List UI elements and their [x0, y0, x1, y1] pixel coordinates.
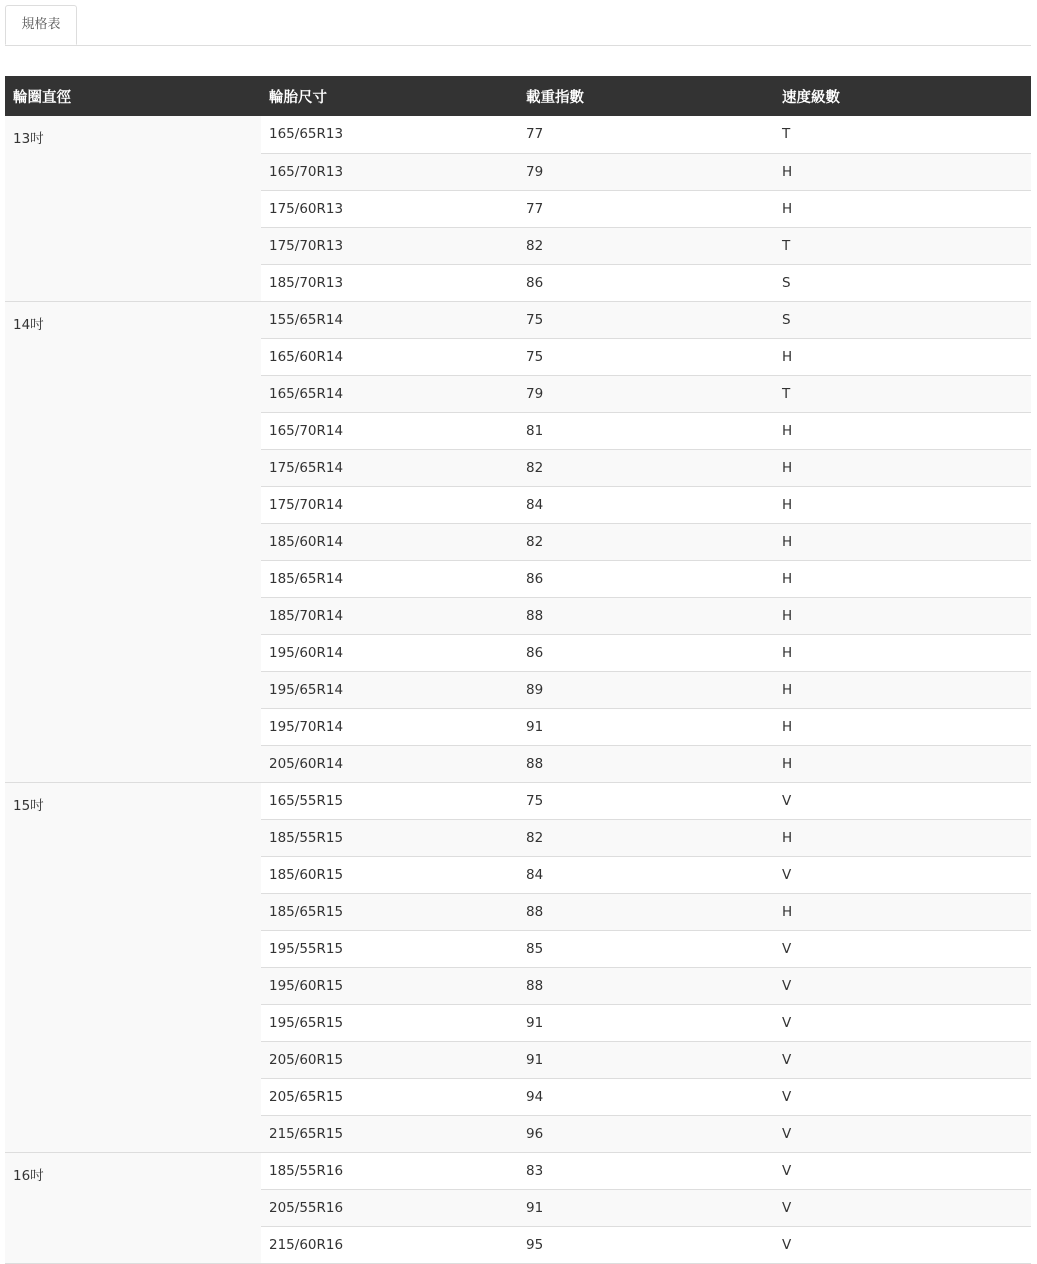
- speed-rating-cell: T: [774, 116, 1031, 153]
- speed-rating-cell: H: [774, 190, 1031, 227]
- tire-size-cell: 175/65R14: [261, 449, 518, 486]
- spec-table: [5, 76, 1031, 1264]
- tire-size-cell: 185/70R13: [261, 264, 518, 301]
- load-index-cell: 79: [518, 375, 774, 412]
- load-index-cell: 84: [518, 486, 774, 523]
- speed-rating-cell: V: [774, 856, 1031, 893]
- header-load-index: 載重指數: [518, 76, 774, 116]
- load-index-cell: 91: [518, 1189, 774, 1226]
- speed-rating-cell: V: [774, 967, 1031, 1004]
- tire-size-cell: 215/65R15: [261, 1115, 518, 1152]
- header-rim-diameter: 輪圈直徑: [5, 76, 261, 116]
- load-index-cell: 96: [518, 1115, 774, 1152]
- tire-size-cell: 185/70R14: [261, 597, 518, 634]
- load-index-cell: 88: [518, 597, 774, 634]
- speed-rating-cell: H: [774, 153, 1031, 190]
- tire-size-cell: 205/55R16: [261, 1189, 518, 1226]
- load-index-cell: 83: [518, 1152, 774, 1189]
- speed-rating-cell: H: [774, 671, 1031, 708]
- tire-size-cell: 175/70R14: [261, 486, 518, 523]
- speed-rating-cell: V: [774, 1041, 1031, 1078]
- tire-size-cell: 185/60R14: [261, 523, 518, 560]
- load-index-cell: 79: [518, 153, 774, 190]
- speed-rating-cell: H: [774, 449, 1031, 486]
- load-index-cell: 91: [518, 708, 774, 745]
- load-index-cell: 86: [518, 264, 774, 301]
- load-index-cell: 82: [518, 227, 774, 264]
- speed-rating-cell: V: [774, 1078, 1031, 1115]
- load-index-cell: 75: [518, 782, 774, 819]
- tire-size-cell: 215/60R16: [261, 1226, 518, 1263]
- rim-diameter-cell: 15吋: [5, 782, 261, 1152]
- table-row: [5, 1152, 1031, 1189]
- table-body: [5, 116, 1031, 1263]
- load-index-cell: 94: [518, 1078, 774, 1115]
- table-row: [5, 301, 1031, 338]
- tire-size-cell: 205/60R14: [261, 745, 518, 782]
- speed-rating-cell: H: [774, 338, 1031, 375]
- tire-size-cell: 185/55R16: [261, 1152, 518, 1189]
- speed-rating-cell: H: [774, 819, 1031, 856]
- load-index-cell: 91: [518, 1041, 774, 1078]
- header-speed-rating: 速度級數: [774, 76, 1031, 116]
- speed-rating-cell: H: [774, 412, 1031, 449]
- tire-size-cell: 195/60R14: [261, 634, 518, 671]
- table-header: [5, 76, 1031, 116]
- tab-bar: [5, 0, 1031, 46]
- tire-size-cell: 195/65R15: [261, 1004, 518, 1041]
- speed-rating-cell: V: [774, 1226, 1031, 1263]
- header-row: [5, 76, 1031, 116]
- tire-size-cell: 165/70R13: [261, 153, 518, 190]
- tire-size-cell: 155/65R14: [261, 301, 518, 338]
- tab-spec-table[interactable]: 規格表: [5, 5, 77, 45]
- speed-rating-cell: H: [774, 634, 1031, 671]
- speed-rating-cell: S: [774, 301, 1031, 338]
- speed-rating-cell: H: [774, 597, 1031, 634]
- load-index-cell: 75: [518, 338, 774, 375]
- load-index-cell: 89: [518, 671, 774, 708]
- tire-size-cell: 195/65R14: [261, 671, 518, 708]
- speed-rating-cell: H: [774, 560, 1031, 597]
- load-index-cell: 88: [518, 745, 774, 782]
- header-tire-size: 輪胎尺寸: [261, 76, 518, 116]
- tire-size-cell: 165/55R15: [261, 782, 518, 819]
- load-index-cell: 91: [518, 1004, 774, 1041]
- rim-diameter-cell: 16吋: [5, 1152, 261, 1263]
- rim-diameter-cell: 13吋: [5, 116, 261, 301]
- rim-diameter-cell: 14吋: [5, 301, 261, 782]
- load-index-cell: 86: [518, 634, 774, 671]
- speed-rating-cell: V: [774, 782, 1031, 819]
- tire-size-cell: 165/65R13: [261, 116, 518, 153]
- speed-rating-cell: V: [774, 1189, 1031, 1226]
- tire-size-cell: 165/60R14: [261, 338, 518, 375]
- load-index-cell: 95: [518, 1226, 774, 1263]
- speed-rating-cell: V: [774, 1152, 1031, 1189]
- tire-size-cell: 195/60R15: [261, 967, 518, 1004]
- load-index-cell: 81: [518, 412, 774, 449]
- speed-rating-cell: V: [774, 930, 1031, 967]
- load-index-cell: 85: [518, 930, 774, 967]
- tire-size-cell: 185/55R15: [261, 819, 518, 856]
- speed-rating-cell: T: [774, 375, 1031, 412]
- tire-size-cell: 185/65R14: [261, 560, 518, 597]
- tire-size-cell: 185/65R15: [261, 893, 518, 930]
- load-index-cell: 88: [518, 967, 774, 1004]
- load-index-cell: 82: [518, 819, 774, 856]
- load-index-cell: 77: [518, 190, 774, 227]
- tire-size-cell: 195/70R14: [261, 708, 518, 745]
- speed-rating-cell: H: [774, 893, 1031, 930]
- tire-size-cell: 195/55R15: [261, 930, 518, 967]
- speed-rating-cell: T: [774, 227, 1031, 264]
- load-index-cell: 82: [518, 449, 774, 486]
- speed-rating-cell: S: [774, 264, 1031, 301]
- table-row: [5, 782, 1031, 819]
- tire-size-cell: 165/65R14: [261, 375, 518, 412]
- table-row: [5, 116, 1031, 153]
- tire-size-cell: 165/70R14: [261, 412, 518, 449]
- speed-rating-cell: H: [774, 745, 1031, 782]
- tire-size-cell: 205/65R15: [261, 1078, 518, 1115]
- load-index-cell: 82: [518, 523, 774, 560]
- speed-rating-cell: V: [774, 1115, 1031, 1152]
- speed-rating-cell: V: [774, 1004, 1031, 1041]
- speed-rating-cell: H: [774, 486, 1031, 523]
- speed-rating-cell: H: [774, 708, 1031, 745]
- tire-size-cell: 175/60R13: [261, 190, 518, 227]
- speed-rating-cell: H: [774, 523, 1031, 560]
- load-index-cell: 84: [518, 856, 774, 893]
- load-index-cell: 75: [518, 301, 774, 338]
- load-index-cell: 77: [518, 116, 774, 153]
- tire-size-cell: 205/60R15: [261, 1041, 518, 1078]
- tire-size-cell: 175/70R13: [261, 227, 518, 264]
- load-index-cell: 86: [518, 560, 774, 597]
- load-index-cell: 88: [518, 893, 774, 930]
- tire-size-cell: 185/60R15: [261, 856, 518, 893]
